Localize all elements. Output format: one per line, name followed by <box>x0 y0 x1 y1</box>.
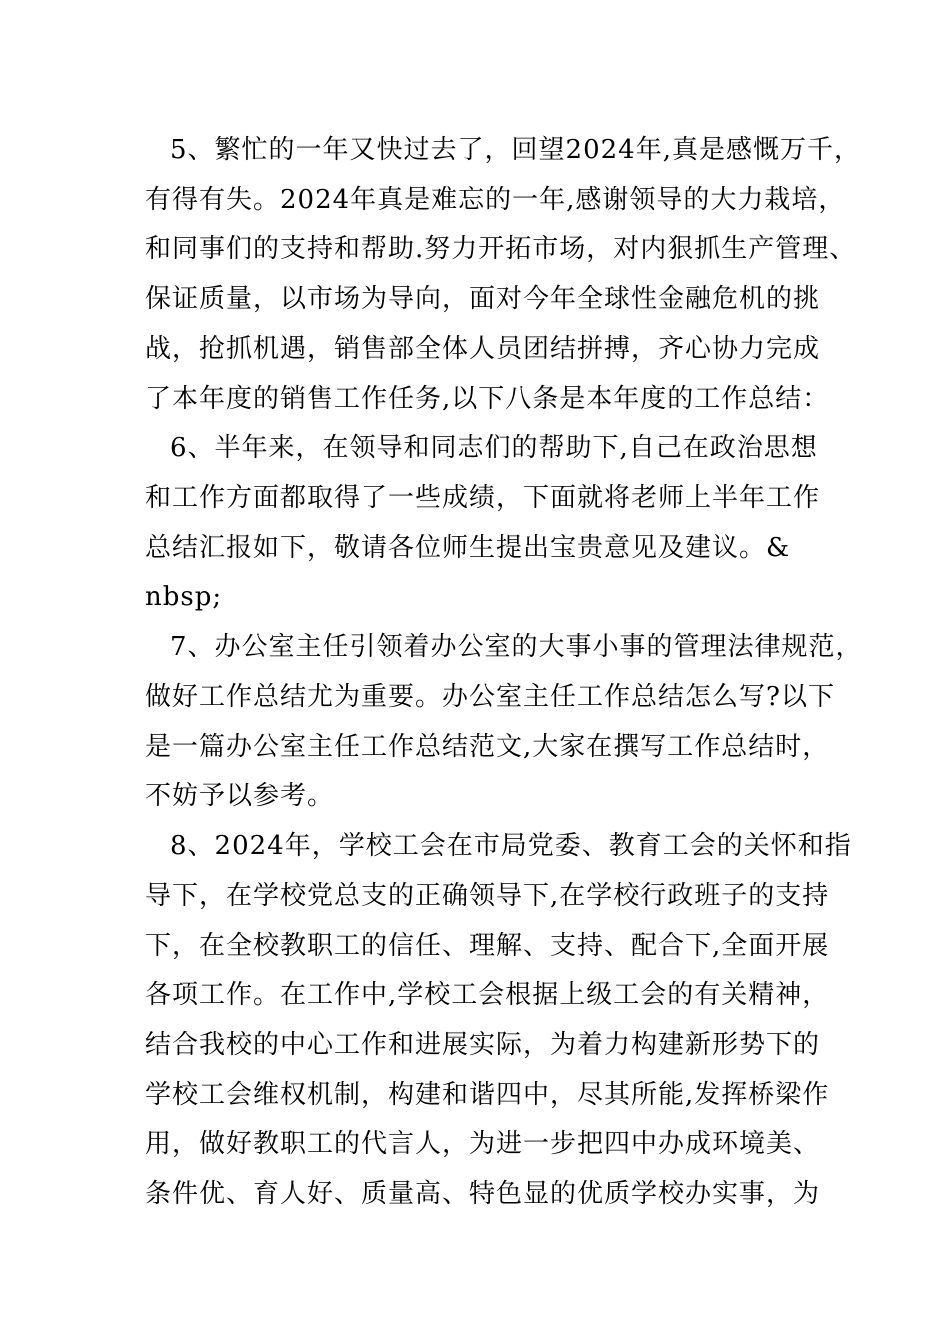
text-line: 学校工会维权机制，构建和谐四中，尽其所能,发挥桥梁作 <box>145 1080 830 1110</box>
text-line: 导下，在学校党总支的正确领导下,在学校行政班子的支持 <box>145 881 830 911</box>
text-line: 8、2024年，学校工会在市局党委、教育工会的关怀和指 <box>170 831 852 861</box>
text-line: 有得有失。2024年真是难忘的一年,感谢领导的大力栽培， <box>145 185 846 215</box>
text-line: 结合我校的中心工作和进展实际，为着力构建新形势下的 <box>145 1030 821 1060</box>
text-line: nbsp; <box>145 582 223 612</box>
text-line: 和工作方面都取得了一些成绩，下面就将老师上半年工作 <box>145 483 821 513</box>
text-line: 战，抢抓机遇，销售部全体人员团结拼搏，齐心协力完成 <box>145 334 821 364</box>
text-line: 了本年度的销售工作任务,以下八条是本年度的工作总结： <box>145 384 830 414</box>
text-line: 条件优、育人好、质量高、特色显的优质学校办实事，为 <box>145 1179 821 1209</box>
text-line: 5、繁忙的一年又快过去了，回望2024年,真是感慨万千， <box>170 135 861 165</box>
text-line: 和同事们的支持和帮助.努力开拓市场，对内狠抓生产管理、 <box>145 234 857 264</box>
text-line: 保证质量，以市场为导向，面对今年全球性金融危机的挑 <box>145 284 821 314</box>
text-line: 7、办公室主任引领着办公室的大事小事的管理法律规范， <box>170 632 863 662</box>
text-line: 用，做好教职工的代言人，为进一步把四中办成环境美、 <box>145 1129 821 1159</box>
text-line: 6、半年来，在领导和同志们的帮助下,自己在政治思想 <box>170 433 818 463</box>
text-line: 各项工作。在工作中,学校工会根据上级工会的有关精神， <box>145 980 830 1010</box>
text-line: 总结汇报如下，敬请各位师生提出宝贵意见及建议。& <box>145 533 791 563</box>
text-line: 下，在全校教职工的信任、理解、支持、配合下,全面开展 <box>145 931 830 961</box>
text-line: 不妨予以参考。 <box>145 781 335 811</box>
text-line: 做好工作总结尤为重要。办公室主任工作总结怎么写?以下 <box>145 682 835 712</box>
text-line: 是一篇办公室主任工作总结范文,大家在撰写工作总结时， <box>145 732 830 762</box>
